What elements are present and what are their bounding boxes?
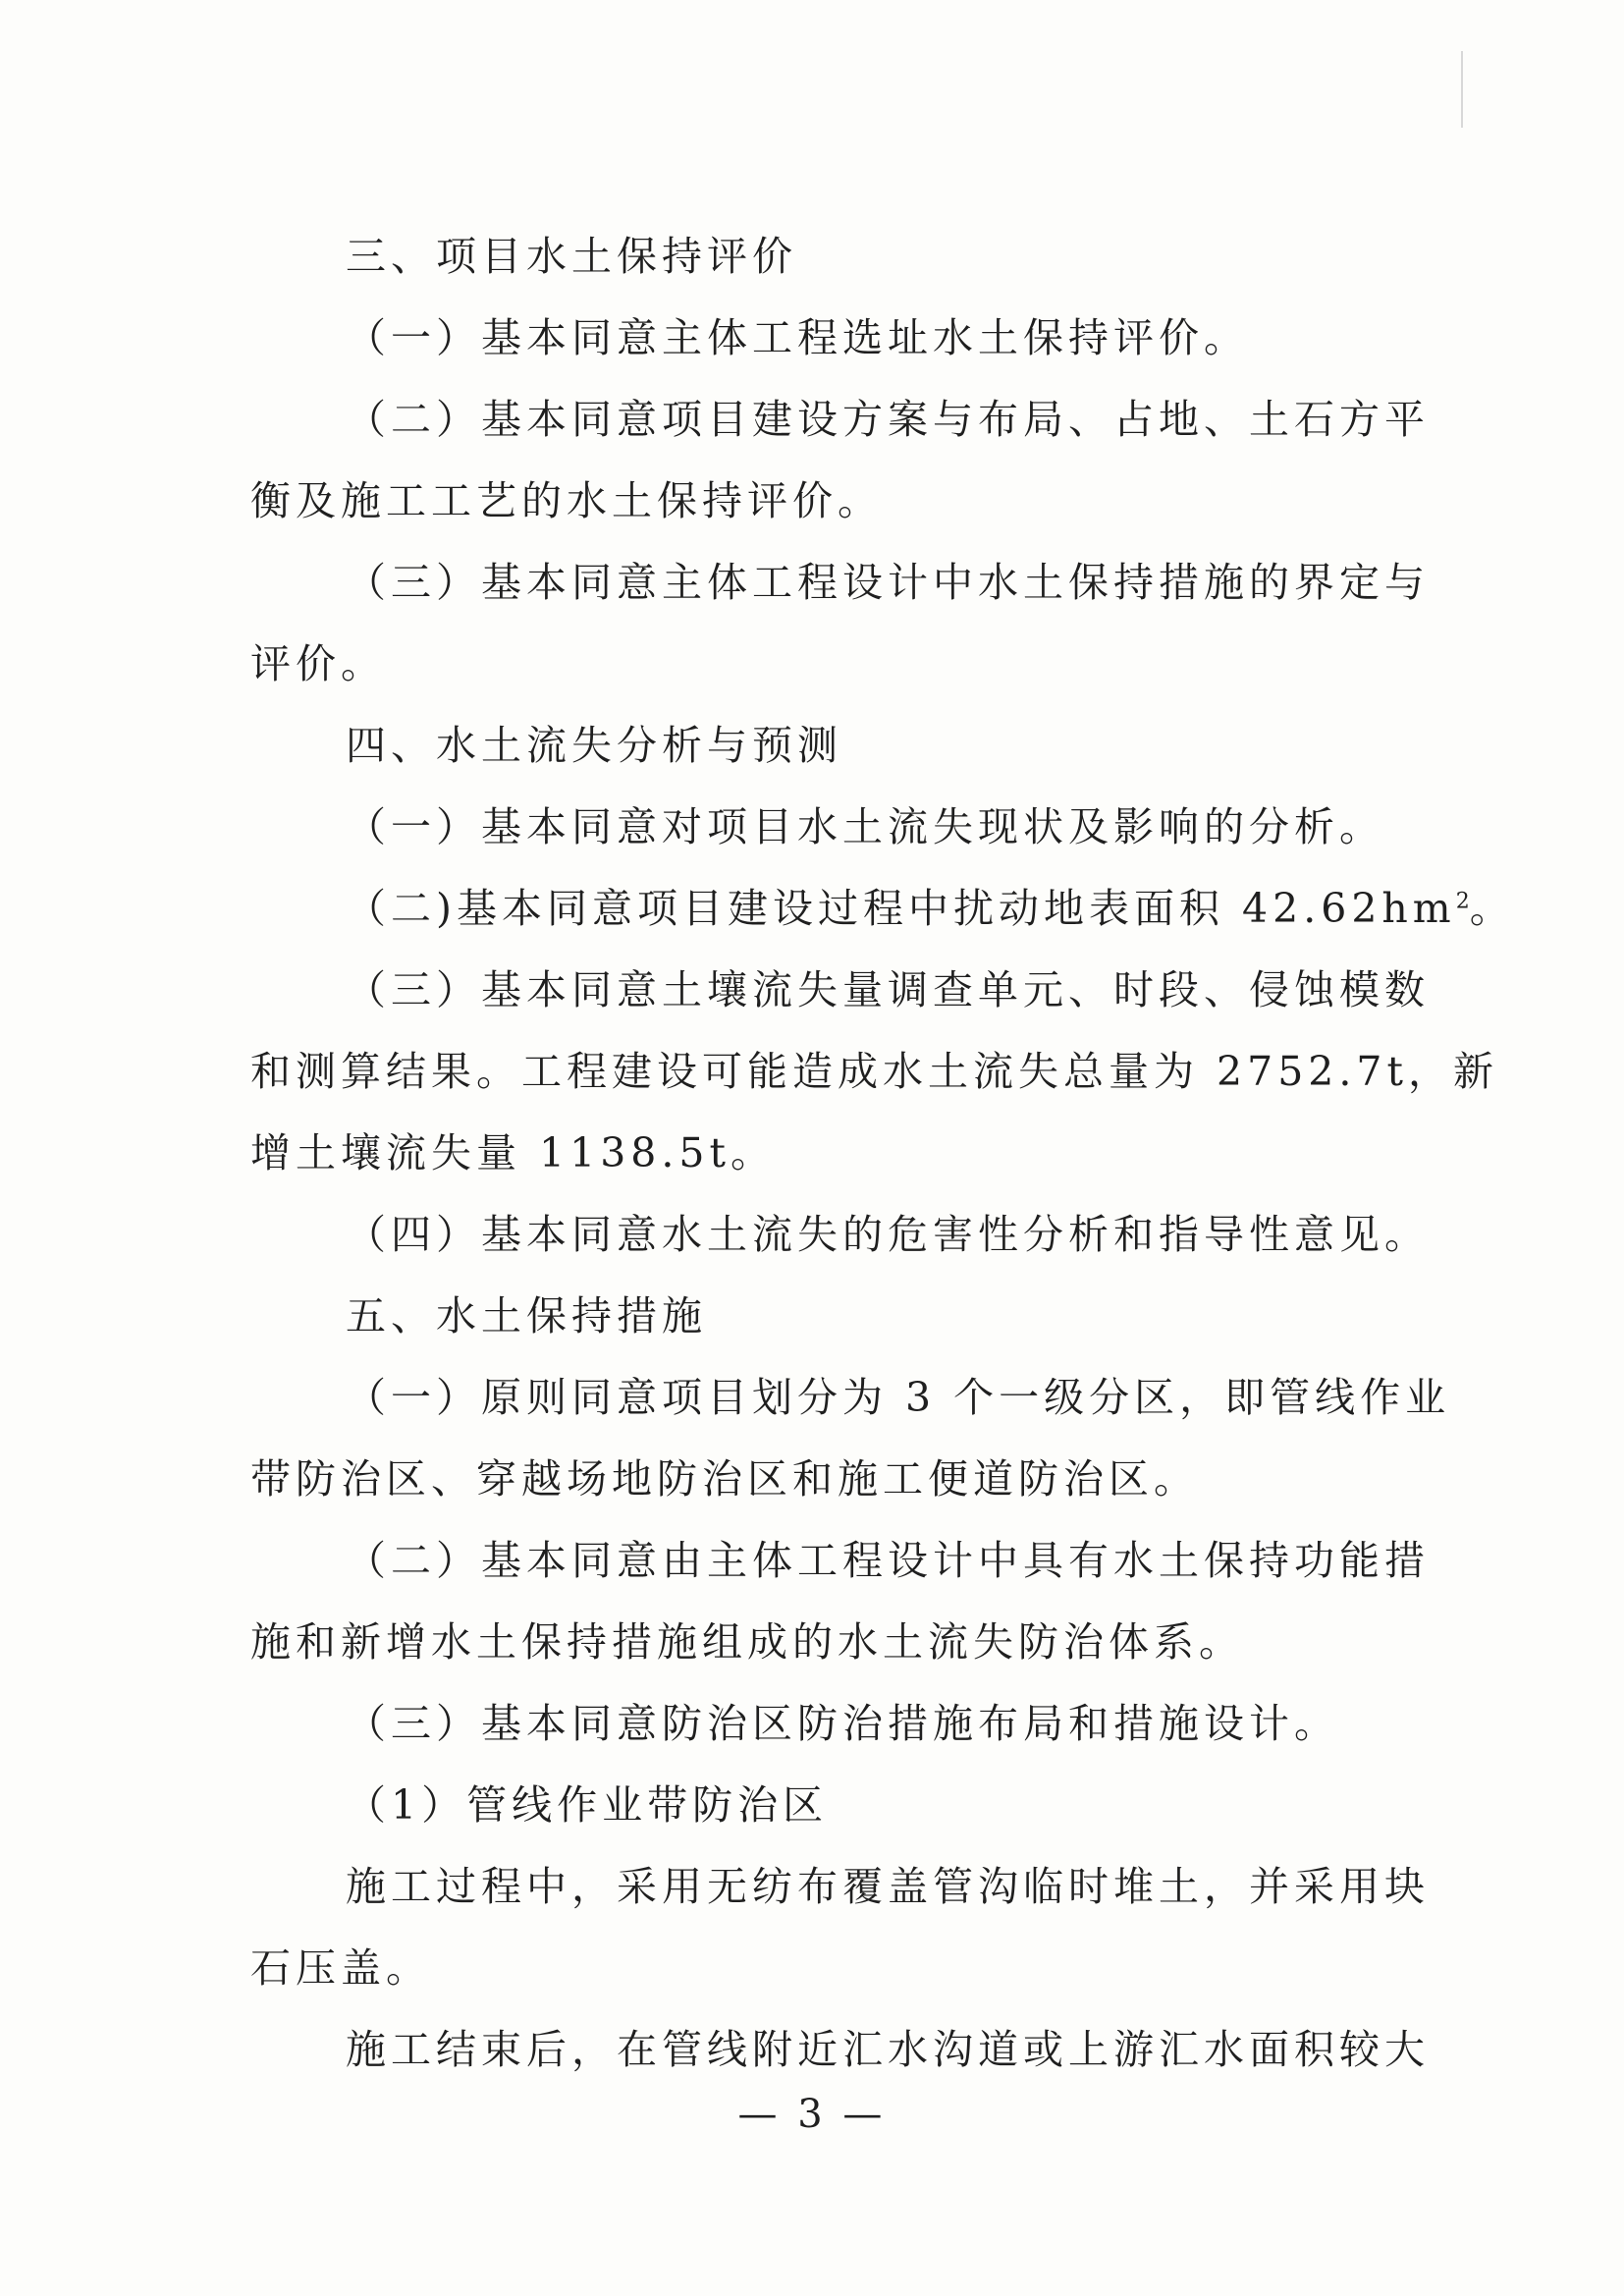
- text-line: [250, 1113, 1389, 1194]
- text-line-content: 石压盖。: [250, 1944, 431, 1992]
- text-line: [250, 1520, 1430, 1602]
- text-line-content: （三）基本同意防治区防治措施布局和措施设计。: [346, 1700, 1339, 1747]
- text-line-content: 带防治区、穿越场地防治区和施工便道防治区。: [250, 1455, 1199, 1503]
- text-line-content: （三）基本同意土壤流失量调查单元、时段、侵蚀模数: [346, 966, 1430, 1013]
- text-line: [250, 379, 1430, 461]
- text-line: [250, 1031, 1498, 1113]
- text-line-content: （1）管线作业带防治区: [346, 1781, 829, 1829]
- text-line-content: 和测算结果。工程建设可能造成水土流失总量为 2752.7t，新: [250, 1048, 1498, 1095]
- text-line: [250, 1276, 1389, 1357]
- text-line-content: 四、水土流失分析与预测: [346, 722, 842, 769]
- text-line: [250, 1765, 1389, 1846]
- text-line: [250, 1846, 1430, 1928]
- text-line-suffix: 。: [1469, 885, 1515, 932]
- text-line-content: 施和新增水土保持措施组成的水土流失防治体系。: [250, 1618, 1244, 1666]
- text-line: [250, 1439, 1389, 1520]
- text-line: [250, 542, 1430, 624]
- text-line: [250, 705, 1389, 787]
- text-line-content: （二）基本同意项目建设方案与布局、占地、土石方平: [346, 396, 1430, 443]
- text-line: [250, 298, 1389, 379]
- scan-edge-mark: [1461, 51, 1463, 128]
- text-line-content: 衡及施工工艺的水土保持评价。: [250, 477, 883, 524]
- text-line-content: 施工结束后，在管线附近汇水沟道或上游汇水面积较大: [346, 2026, 1430, 2073]
- text-line-content: （一）原则同意项目划分为 3 个一级分区，即管线作业: [346, 1374, 1451, 1421]
- text-line-content: （一）基本同意对项目水土流失现状及影响的分析。: [346, 803, 1384, 850]
- page-number: — 3 —: [737, 2092, 887, 2137]
- text-line: [250, 1683, 1389, 1765]
- text-line-content: 增土壤流失量 1138.5t。: [250, 1129, 776, 1176]
- text-line: [250, 868, 1515, 950]
- text-line-content: 评价。: [250, 640, 386, 687]
- text-line-content: 三、项目水土保持评价: [346, 233, 797, 280]
- text-line: [250, 1928, 1389, 2009]
- text-line-content: （二）基本同意由主体工程设计中具有水土保持功能措: [346, 1537, 1430, 1584]
- text-line: [250, 1357, 1451, 1439]
- text-line: [250, 1194, 1430, 1276]
- text-line: [250, 2009, 1430, 2091]
- text-line: [250, 1602, 1389, 1683]
- text-line-content: （一）基本同意主体工程选址水土保持评价。: [346, 314, 1249, 361]
- text-line-content: （三）基本同意主体工程设计中水土保持措施的界定与: [346, 559, 1430, 606]
- document-body: [250, 216, 1515, 2091]
- text-line-content: （四）基本同意水土流失的危害性分析和指导性意见。: [346, 1211, 1430, 1258]
- text-line-content: 施工过程中，采用无纺布覆盖管沟临时堆土，并采用块: [346, 1863, 1430, 1910]
- text-line: [250, 461, 1389, 542]
- text-line-content: 五、水土保持措施: [346, 1292, 707, 1339]
- text-line: [250, 624, 1389, 705]
- text-line-content: （二)基本同意项目建设过程中扰动地表面积 42.62hm: [346, 885, 1456, 932]
- text-line: [250, 950, 1430, 1031]
- text-line: [250, 216, 1389, 298]
- superscript: 2: [1455, 889, 1470, 914]
- text-line: [250, 787, 1389, 868]
